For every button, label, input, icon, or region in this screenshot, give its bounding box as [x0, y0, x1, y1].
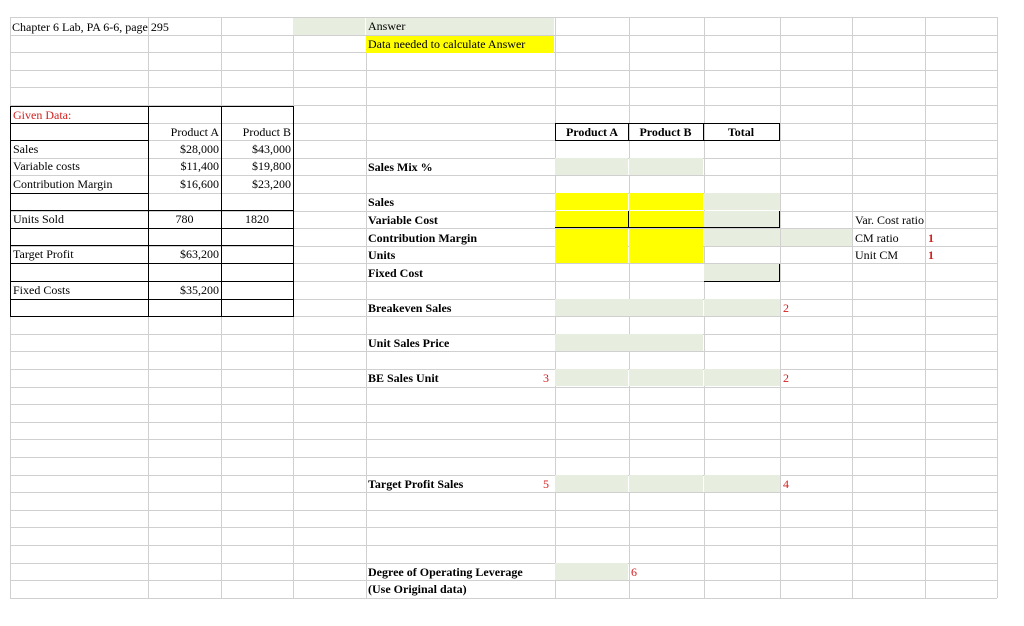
- given-units-sold-a[interactable]: 780: [148, 211, 222, 229]
- cm-ratio-label[interactable]: CM ratio: [855, 231, 899, 245]
- be-sales-unit-label[interactable]: BE Sales Unit: [368, 371, 439, 385]
- contribution-margin-b-input[interactable]: [629, 229, 703, 246]
- given-row-contribution-margin-b[interactable]: $23,200: [221, 176, 294, 194]
- given-col-a-header[interactable]: Product A: [148, 124, 222, 141]
- given-fixed-costs-label[interactable]: Fixed Costs: [10, 282, 149, 300]
- variable-cost-total-answer[interactable]: [704, 211, 780, 228]
- be-sales-unit-marker-left: 3: [543, 371, 549, 385]
- fixed-cost-total-answer[interactable]: [704, 264, 780, 282]
- units-a-input[interactable]: [555, 246, 628, 263]
- given-blank-row-a: [148, 193, 222, 211]
- var-cost-ratio-label[interactable]: Var. Cost ratio: [855, 213, 924, 227]
- given-fixed-costs-b[interactable]: [221, 282, 294, 300]
- unit-sales-price-label[interactable]: Unit Sales Price: [368, 336, 450, 350]
- given-blank-row-3-b: [221, 264, 294, 282]
- given-target-profit-a[interactable]: $63,200: [148, 246, 222, 264]
- data-needed-legend-label[interactable]: Data needed to calculate Answer: [366, 36, 554, 53]
- given-row-sales-label[interactable]: Sales: [10, 141, 149, 159]
- dol-answer[interactable]: [555, 563, 628, 580]
- be-sales-unit-total-answer[interactable]: [704, 369, 780, 386]
- given-blank-row-2: [10, 228, 149, 246]
- given-header-col-a-top: [148, 106, 222, 124]
- contribution-margin-label[interactable]: Contribution Margin: [368, 231, 478, 245]
- given-row-variable-costs-a[interactable]: $11,400: [148, 158, 222, 176]
- contribution-margin-extra-answer[interactable]: [781, 229, 852, 246]
- analysis-col-a-header[interactable]: Product A: [555, 123, 629, 141]
- given-row-sales-a[interactable]: $28,000: [148, 141, 222, 159]
- given-blank-row-4-a: [148, 299, 222, 317]
- sales-mix-a-answer[interactable]: [555, 158, 628, 175]
- sales-b-input[interactable]: [629, 193, 703, 210]
- target-profit-sales-label[interactable]: Target Profit Sales: [368, 477, 464, 491]
- fixed-cost-label[interactable]: Fixed Cost: [368, 266, 423, 280]
- dol-marker: 6: [631, 565, 637, 579]
- be-sales-unit-a-answer[interactable]: [555, 369, 628, 386]
- units-b-input[interactable]: [629, 246, 703, 263]
- given-blank-row-2-a: [148, 228, 222, 246]
- sheet-title[interactable]: Chapter 6 Lab, PA 6-6, page 295: [12, 20, 169, 34]
- given-data-header[interactable]: Given Data:: [10, 106, 149, 124]
- breakeven-sales-a-answer[interactable]: [555, 299, 703, 316]
- given-blank-row-b: [221, 193, 294, 211]
- breakeven-sales-marker: 2: [783, 301, 789, 315]
- sales-a-input[interactable]: [555, 193, 628, 210]
- sales-total-answer[interactable]: [704, 193, 780, 210]
- analysis-col-total-header[interactable]: Total: [703, 123, 780, 141]
- target-profit-sales-total-answer[interactable]: [704, 475, 780, 492]
- target-profit-sales-marker-left: 5: [543, 477, 549, 491]
- given-blank-row-2-b: [221, 228, 294, 246]
- target-profit-sales-marker-right: 4: [783, 477, 789, 491]
- target-profit-sales-b-answer[interactable]: [629, 475, 703, 492]
- given-blank-row-3-a: [148, 264, 222, 282]
- given-row-variable-costs-label[interactable]: Variable costs: [10, 158, 149, 176]
- cm-ratio-marker: 1: [928, 231, 934, 245]
- answer-legend-swatch[interactable]: [293, 18, 365, 35]
- given-row-contribution-margin-label[interactable]: Contribution Margin: [10, 176, 149, 194]
- dol-label-line2[interactable]: (Use Original data): [368, 582, 467, 596]
- given-target-profit-b[interactable]: [221, 246, 294, 264]
- given-row-sales-b[interactable]: $43,000: [221, 141, 294, 159]
- unit-cm-marker: 1: [928, 248, 934, 262]
- given-target-profit-label[interactable]: Target Profit: [10, 246, 149, 264]
- dol-label-line1[interactable]: Degree of Operating Leverage: [368, 565, 523, 579]
- sales-mix-label[interactable]: Sales Mix %: [368, 160, 433, 174]
- contribution-margin-a-input[interactable]: [555, 229, 628, 246]
- target-profit-sales-a-answer[interactable]: [555, 475, 628, 492]
- sales-mix-b-answer[interactable]: [629, 158, 703, 175]
- given-col-b-header[interactable]: Product B: [221, 124, 294, 141]
- analysis-col-b-header[interactable]: Product B: [628, 123, 704, 141]
- given-blank-row-4-b: [221, 299, 294, 317]
- unit-cm-label[interactable]: Unit CM: [855, 248, 899, 262]
- breakeven-sales-total-answer[interactable]: [704, 299, 780, 316]
- sales-label[interactable]: Sales: [368, 195, 395, 209]
- given-blank-row-4: [10, 299, 149, 317]
- given-blank-row-3: [10, 264, 149, 282]
- unit-sales-price-answer[interactable]: [555, 334, 703, 351]
- given-blank-row: [10, 193, 149, 211]
- variable-cost-label[interactable]: Variable Cost: [368, 213, 438, 227]
- variable-cost-b-input[interactable]: [628, 211, 705, 228]
- be-sales-unit-marker-right: 2: [783, 371, 789, 385]
- given-units-sold-b[interactable]: 1820: [221, 211, 294, 229]
- contribution-margin-total-answer[interactable]: [704, 229, 780, 246]
- given-header-blank: [10, 123, 149, 141]
- given-row-variable-costs-b[interactable]: $19,800: [221, 158, 294, 176]
- given-header-col-b-top: [221, 106, 294, 124]
- given-row-contribution-margin-a[interactable]: $16,600: [148, 176, 222, 194]
- variable-cost-a-input[interactable]: [555, 211, 628, 228]
- be-sales-unit-b-answer[interactable]: [629, 369, 703, 386]
- breakeven-sales-label[interactable]: Breakeven Sales: [368, 301, 452, 315]
- answer-legend-label[interactable]: Answer: [366, 18, 554, 35]
- units-label[interactable]: Units: [368, 248, 396, 262]
- given-fixed-costs-a[interactable]: $35,200: [148, 282, 222, 300]
- given-units-sold-label[interactable]: Units Sold: [10, 211, 149, 229]
